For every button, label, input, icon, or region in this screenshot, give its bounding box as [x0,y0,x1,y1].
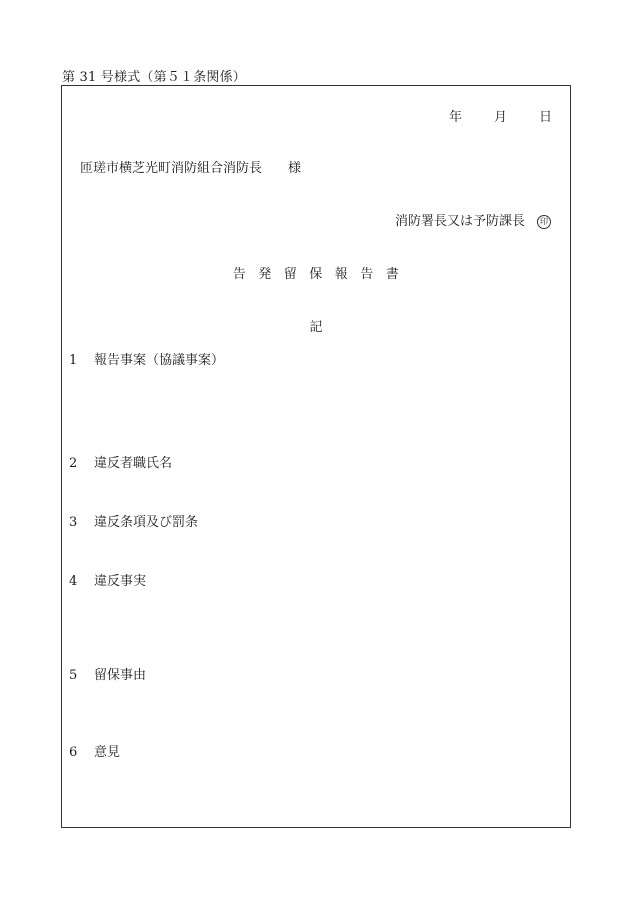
addressee-honorific: 様 [288,161,302,176]
addressee [80,157,301,176]
item-number: 5 [69,668,78,683]
addressee-name: 匝瑳市横芝光町消防組合消防長 [80,161,263,176]
item-label: 違反事実 [94,574,147,589]
item-number: 2 [69,456,78,471]
item-label: 報告事案（協議事案） [94,353,225,368]
item-label: 留保事由 [94,668,147,683]
ki-heading: 記 [309,320,323,335]
item-label: 違反者職氏名 [94,456,173,471]
item-number: 4 [69,574,78,589]
sender-title: 消防署長又は予防課長 [394,214,525,229]
item-reservation-reason [69,664,146,683]
item-label: 違反条項及び罰条 [94,515,199,530]
item-report-case [69,349,224,368]
sender [395,210,551,229]
item-opinion [69,741,120,760]
item-violator-name [69,452,172,471]
report-frame [61,85,571,828]
item-number: 1 [69,353,78,368]
item-violation-clause [69,511,198,530]
date-day-label: 日 [538,110,552,125]
seal-mark: 印 [537,215,551,229]
date-month-label: 月 [493,110,507,125]
form-number: 第 31 号様式（第５１条関係） [62,70,247,85]
item-number: 3 [69,515,78,530]
date-line [449,106,552,125]
item-label: 意見 [94,745,121,760]
item-number: 6 [69,745,78,760]
item-violation-facts [69,570,146,589]
document-title: 告発留保報告書 [232,267,412,282]
date-year-label: 年 [448,110,462,125]
